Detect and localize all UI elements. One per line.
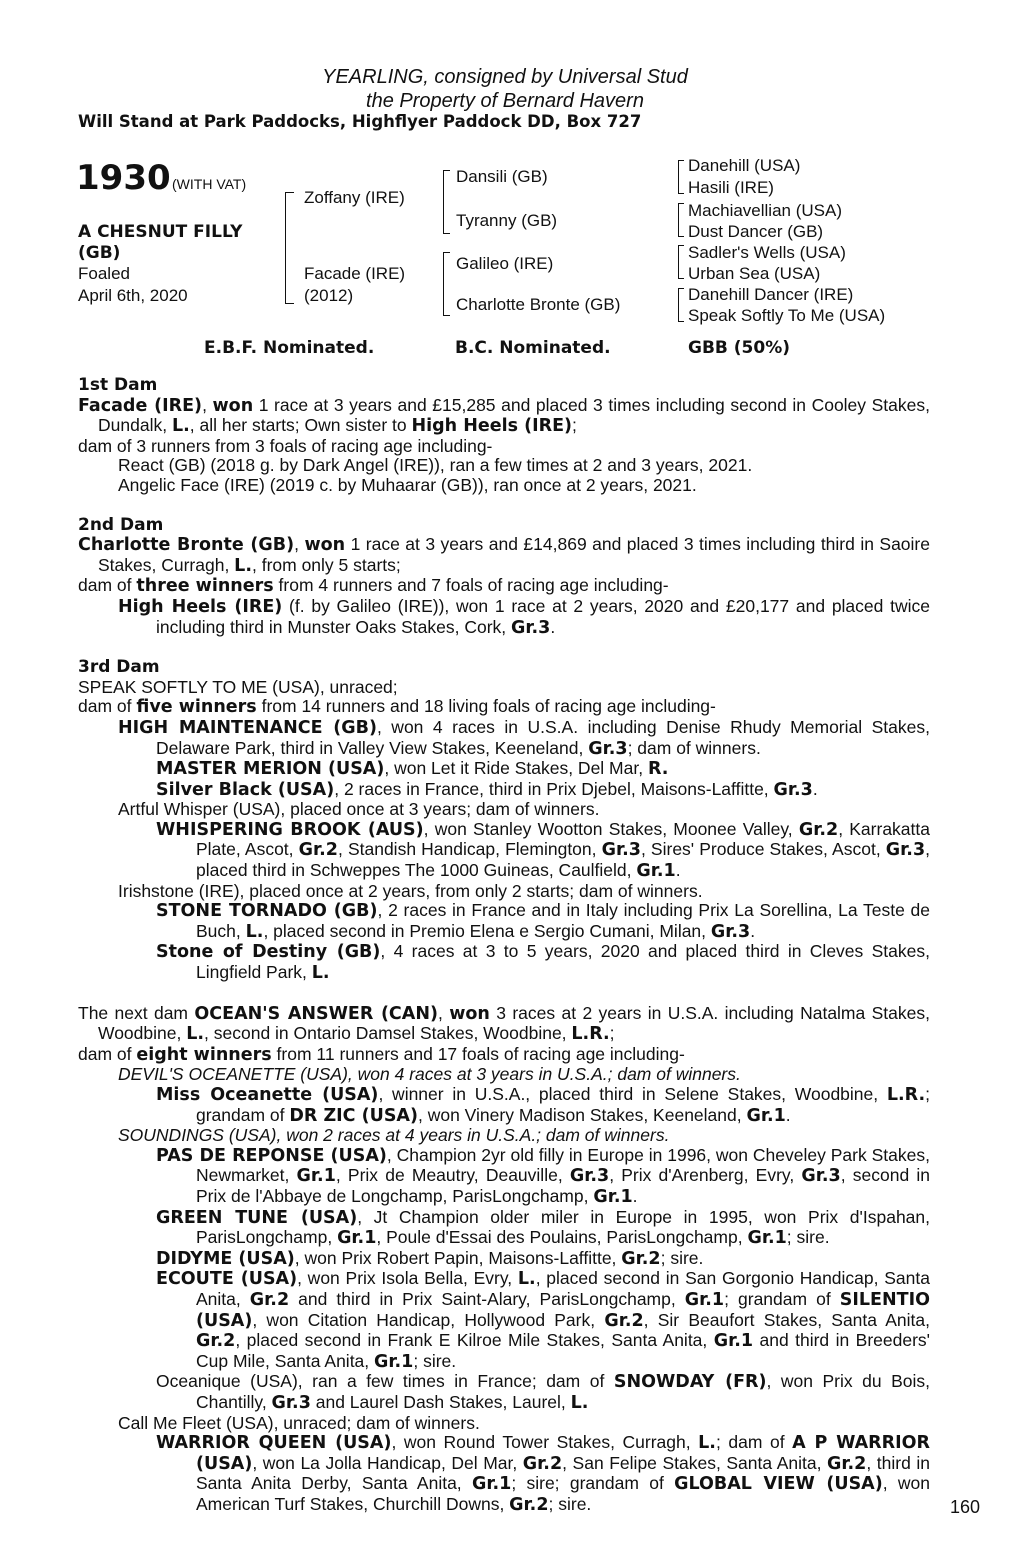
third-dam-grand-2: Silver Black (USA), 2 races in France, third in Prix Djebel, Maisons-Laffitte, Gr.3. [156, 778, 818, 800]
header-line-1: YEARLING, consigned by Universal Stud [322, 66, 688, 88]
first-dam-heading: 1st Dam [78, 375, 158, 395]
third-dam-grand-1: MASTER MERION (USA), won Let it Ride Stakes, Del Mar, R. [156, 758, 669, 780]
dam-line-brace [443, 252, 450, 316]
bc-nominated: B.C. Nominated. [455, 338, 611, 358]
third-dam-heading: 3rd Dam [78, 657, 160, 678]
next-dam-offspring-3: Call Me Fleet (USA), unraced; dam of winners. [118, 1412, 480, 1433]
g-brace-1 [678, 160, 684, 194]
next-dam-grand-7: WARRIOR QUEEN (USA), won Round Tower Stakes, Curragh, L.; dam of A P WARRIOR (USA), won La Jolla Handicap, Del Mar, Gr.2, San Felipe Stakes, Santa Anita, Gr.2, third in Santa Anita Derby, Santa Anita, Gr.1; sire; grandam of GLOBAL VIEW (USA), won American Turf Stakes, Churchill Downs, Gr.2; sire. [156, 1432, 931, 1515]
pedigree-g1: Danehill (USA) [688, 156, 801, 175]
third-dam-offspring-3: Irishstone (IRE), placed once at 2 years, from only 2 starts; dam of winners. [118, 880, 703, 901]
second-dam-heading: 2nd Dam [78, 514, 164, 535]
second-dam-offspring-1: High Heels (IRE) (f. by Galileo (IRE)), won 1 race at 2 years, 2020 and £20,177 and placed twice including third in Munster Oaks Stakes, Cork, Gr.3. [118, 595, 930, 638]
third-dam-grand-3: WHISPERING BROOK (AUS), won Stanley Wootton Stakes, Moonee Valley, Gr.2, Karrakatta Plate, Ascot, Gr.2, Standish Handicap, Flemington, Gr.3, Sires' Produce Stakes, Ascot, Gr.3, placed third in Schweppes The 1000 Guineas, Caulfield, Gr.1. [156, 818, 930, 882]
lot-number: 1930 [76, 158, 171, 198]
next-dam-grand-3: GREEN TUNE (USA), Jt Champion older miler in Europe in 1995, won Prix d'Ispahan, ParisLongchamp, Gr.1, Poule d'Essai des Poulains, ParisLongchamp, Gr.1; sire. [156, 1206, 931, 1249]
lot-description: A CHESNUT FILLY [78, 222, 243, 242]
third-dam-record: SPEAK SOFTLY TO ME (USA), unraced; [78, 676, 398, 697]
pedigree-g4: Dust Dancer (GB) [688, 222, 824, 241]
next-dam-grand-4: DIDYME (USA), won Prix Robert Papin, Maisons-Laffitte, Gr.2; sire. [156, 1247, 704, 1269]
g-brace-2 [678, 203, 684, 237]
pedigree-g3: Machiavellian (USA) [688, 201, 842, 220]
next-dam-grand-6: Oceanique (USA), ran a few times in France; dam of SNOWDAY (FR), won Prix du Bois, Chantilly, Gr.3 and Laurel Dash Stakes, Laurel, L. [156, 1371, 931, 1413]
pedigree-g8: Speak Softly To Me (USA) [688, 306, 886, 325]
second-dam-record: Charlotte Bronte (GB), won 1 race at 3 years and £14,869 and placed 3 times including third in Saoire Stakes, Curragh, L., from only 5 starts; [78, 534, 930, 576]
pedigree-g5: Sadler's Wells (USA) [688, 243, 846, 262]
next-dam-grand-1: Miss Oceanette (USA), winner in U.S.A., placed third in Selene Stakes, Woodbine, L.R.; grandam of DR ZIC (USA), won Vinery Madison Stakes, Keeneland, Gr.1. [156, 1084, 930, 1126]
vat-label: (WITH VAT) [172, 176, 247, 192]
next-dam-offspring-1: DEVIL'S OCEANETTE (USA), won 4 races at 3 years in U.S.A.; dam of winners. [118, 1064, 741, 1085]
pedigree-g7: Danehill Dancer (IRE) [688, 285, 854, 304]
first-dam-offspring-2: Angelic Face (IRE) (2019 c. by Muhaarar (GB)), ran once at 2 years, 2021. [118, 474, 697, 495]
gbb-status: GBB (50%) [688, 338, 791, 358]
next-dam-record: The next dam OCEAN'S ANSWER (CAN), won 3 races at 2 years in U.S.A. including Natalma Stakes, Woodbine, L., second in Ontario Damsel Stakes, Woodbine, L.R.; [78, 1002, 930, 1045]
pedigree-sire-sire: Dansili (GB) [456, 167, 548, 186]
sire-brace [285, 192, 294, 304]
ebf-nominated: E.B.F. Nominated. [204, 338, 375, 358]
g-brace-3 [678, 245, 684, 279]
g-brace-4 [678, 288, 684, 322]
catalogue-body [78, 376, 930, 1515]
next-dam-offspring-2: SOUNDINGS (USA), won 2 races at 4 years in U.S.A.; dam of winners. [118, 1125, 670, 1146]
page-number: 160 [950, 1497, 981, 1517]
next-dam-grand-2: PAS DE REPONSE (USA), Champion 2yr old filly in Europe in 1996, won Cheveley Park Stakes, Newmarket, Gr.1, Prix de Meautry, Deauville, Gr.3, Prix d'Arenberg, Evry, Gr.3, second in Prix de l'Abbaye de Longchamp, ParisLongchamp, Gr.1. [156, 1144, 931, 1207]
pedigree-dam-dam: Charlotte Bronte (GB) [456, 295, 621, 314]
pedigree-g6: Urban Sea (USA) [688, 264, 821, 283]
second-dam-produce-summary: dam of three winners from 4 runners and 7 foals of racing age including- [78, 575, 669, 597]
sire-line-brace [443, 170, 450, 234]
pedigree-dam-year: (2012) [304, 286, 354, 305]
first-dam-offspring-1: React (GB) (2018 g. by Dark Angel (IRE)), ran a few times at 2 and 3 years, 2021. [118, 455, 753, 476]
pedigree-sire-dam: Tyranny (GB) [456, 211, 558, 230]
pedigree-g2: Hasili (IRE) [688, 178, 774, 197]
third-dam-offspring-1: HIGH MAINTENANCE (GB), won 4 races in U.S.A. including Denise Rhudy Memorial Stakes, Delaware Park, third in Valley View Stakes, Keeneland, Gr.3; dam of winners. [118, 716, 930, 759]
next-dam-produce-summary: dam of eight winners from 11 runners and 17 foals of racing age including- [78, 1043, 685, 1065]
lot-country: (GB) [78, 243, 121, 263]
third-dam-offspring-2: Artful Whisper (USA), placed once at 3 years; dam of winners. [118, 799, 600, 820]
foaled-label: Foaled [78, 264, 130, 283]
third-dam-grand-4: STONE TORNADO (GB), 2 races in France and in Italy including Prix La Sorellina, La Teste de Buch, L., placed second in Premio Elena e Sergio Cumani, Milan, Gr.3. [156, 900, 930, 942]
third-dam-grand-5: Stone of Destiny (GB), 4 races at 3 to 5 years, 2020 and placed third in Cleves Stakes, Lingfield Park, L. [156, 941, 930, 984]
pedigree-dam-sire: Galileo (IRE) [456, 254, 554, 273]
foaled-date: April 6th, 2020 [78, 286, 188, 305]
first-dam-record: Facade (IRE), won 1 race at 3 years and £15,285 and placed 3 times including second in Cooley Stakes, Dundalk, L., all her starts; Own sister to High Heels (IRE); [78, 394, 930, 437]
pedigree-sire: Zoffany (IRE) [304, 188, 405, 207]
next-dam-grand-5: ECOUTE (USA), won Prix Isola Bella, Evry, L., placed second in San Gorgonio Handicap, Santa Anita, Gr.2 and third in Prix Saint-Alary, ParisLongchamp, Gr.1; grandam of SILENTIO (USA), won Citation Handicap, Hollywood Park, Gr.2, Sir Beaufort Stakes, Santa Anita, Gr.2, placed second in Frank E Kilroe Mile Stakes, Santa Anita, Gr.1 and third in Breeders' Cup Mile, Santa Anita, Gr.1; sire. [156, 1268, 931, 1372]
header-line-3: Will Stand at Park Paddocks, Highflyer Paddock DD, Box 727 [78, 112, 642, 131]
header-line-2: the Property of Bernard Havern [366, 90, 644, 112]
third-dam-produce-summary: dam of five winners from 14 runners and 18 living foals of racing age including- [78, 696, 716, 718]
pedigree-dam: Facade (IRE) [304, 264, 406, 283]
first-dam-produce-summary: dam of 3 runners from 3 foals of racing age including- [78, 435, 493, 456]
